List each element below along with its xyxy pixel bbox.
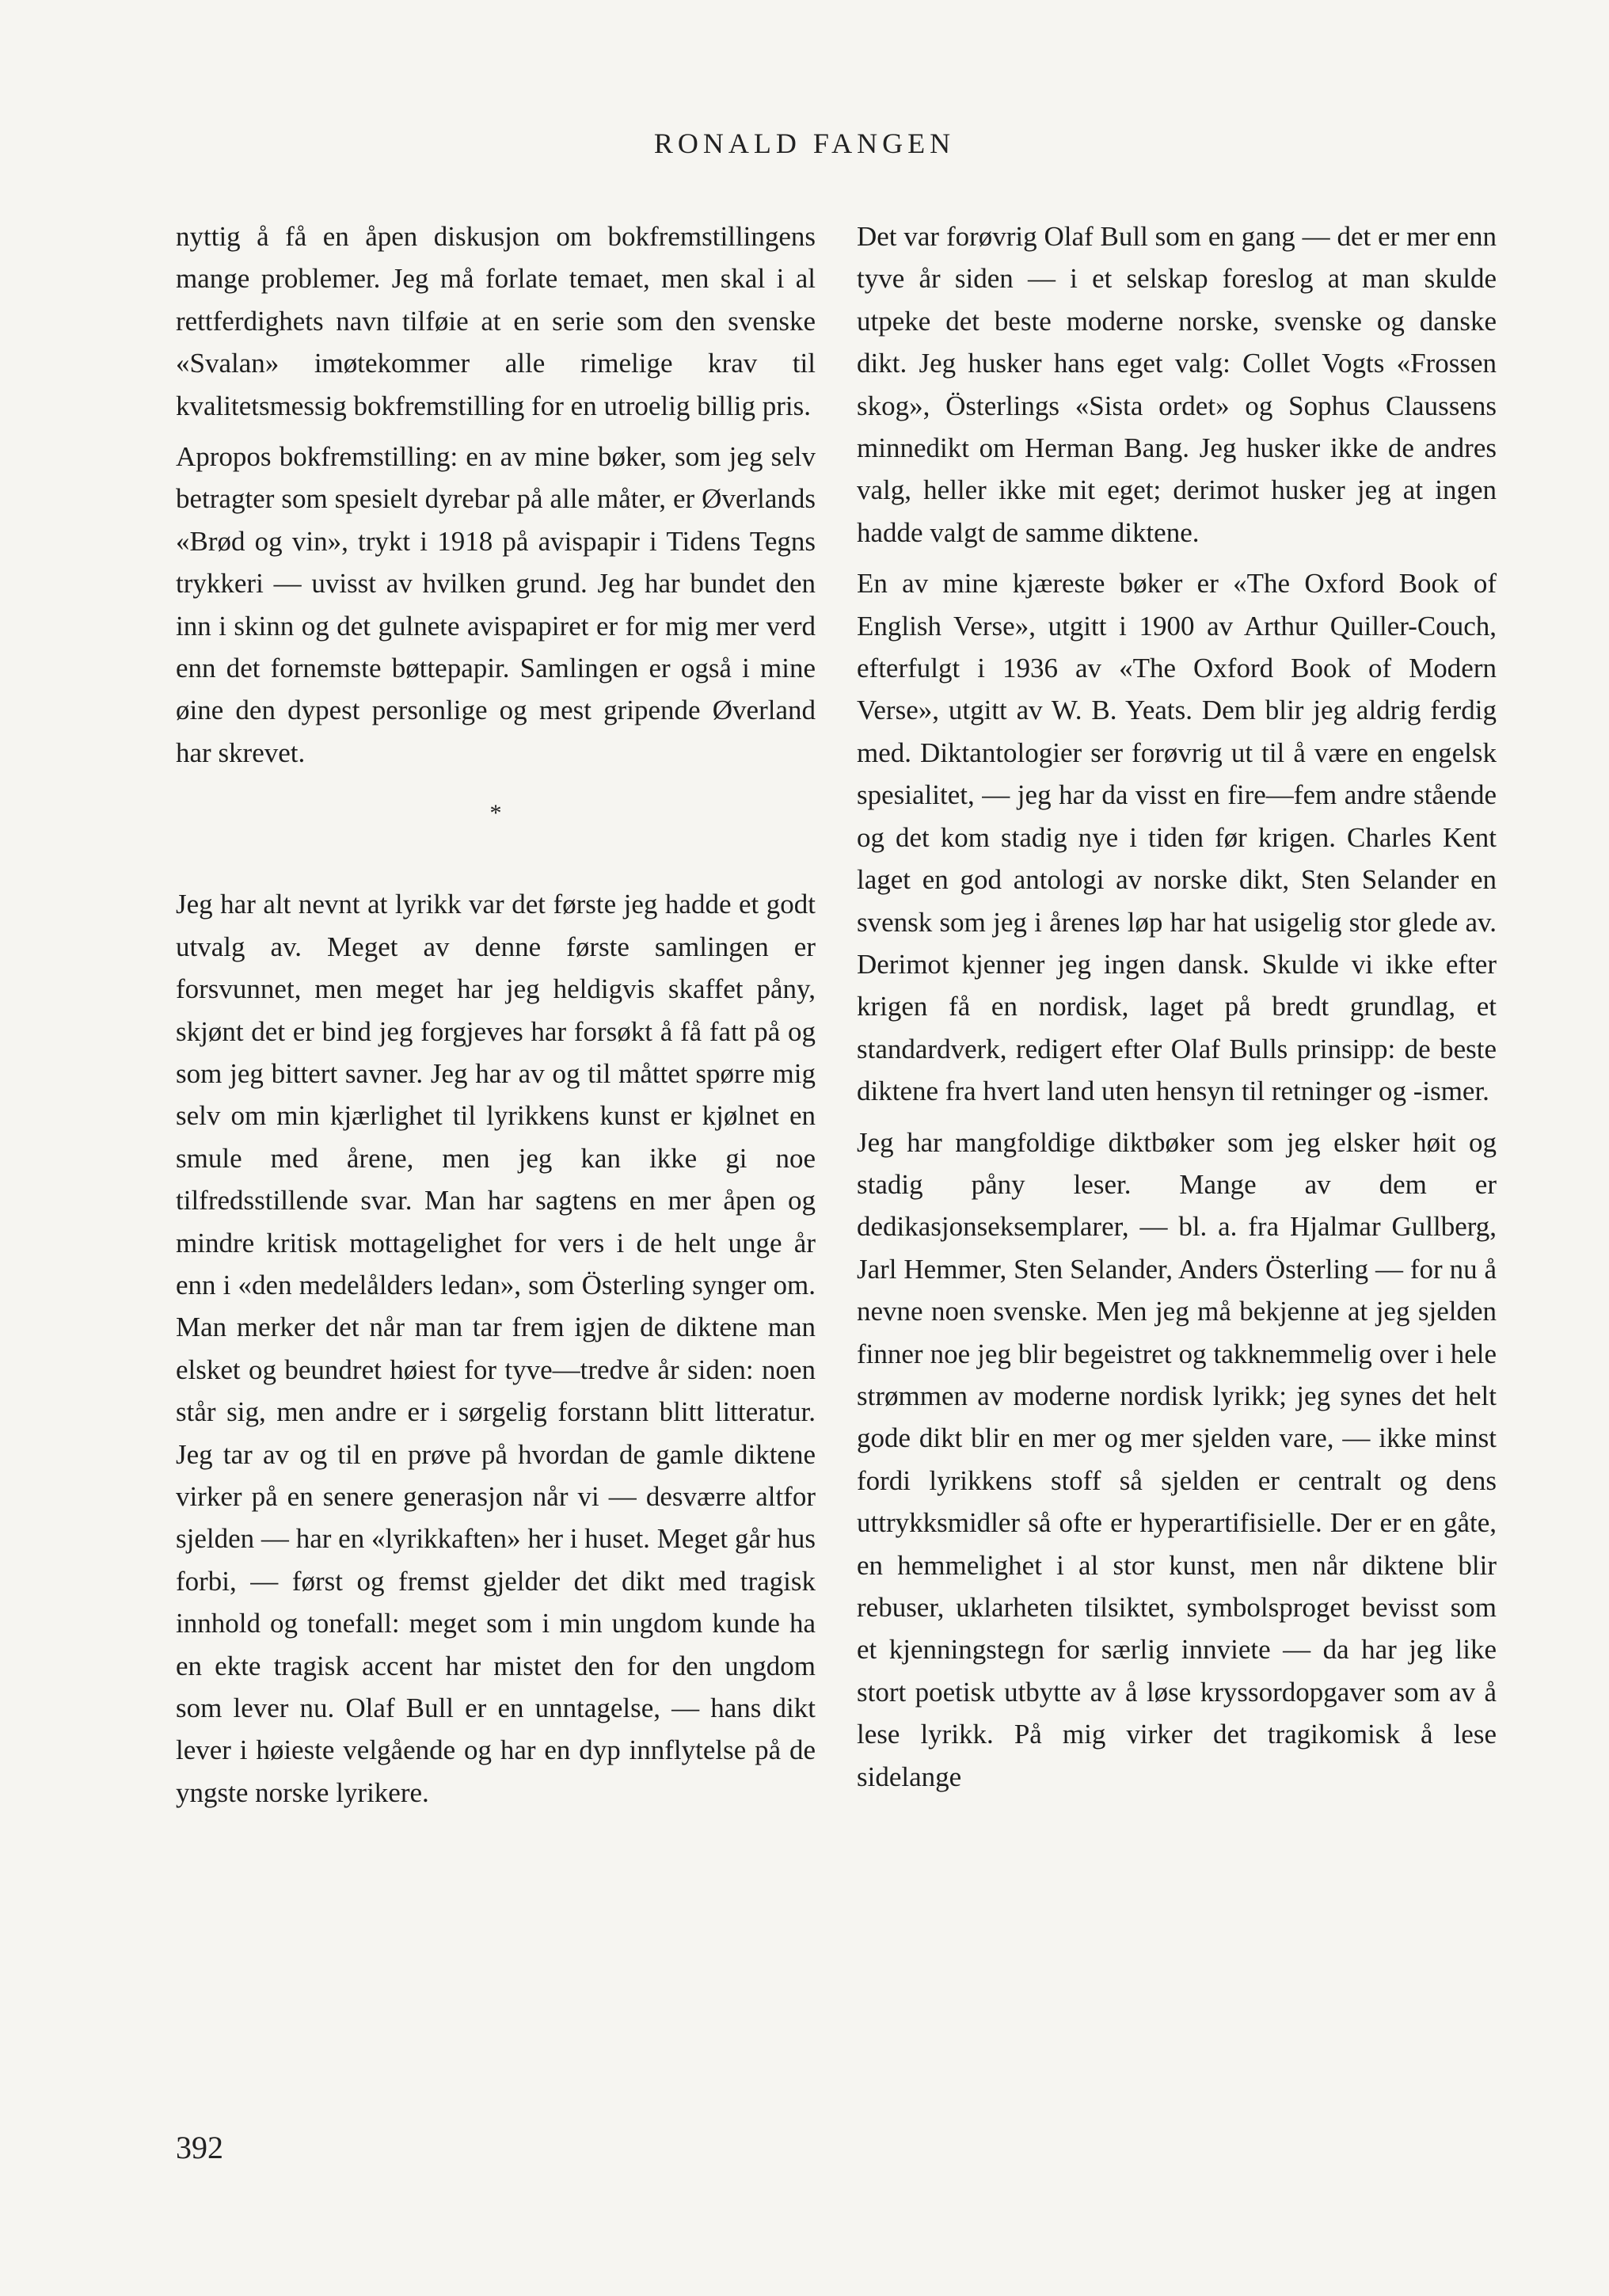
paragraph: En av mine kjæreste bøker er «The Oxford Book of English Verse», utgitt i 1900 av Arthur Quiller-Couch, efterfulgt i 1936 av «The Oxford Book of Modern Verse», utgitt av W. B. Yeats. Dem blir jeg aldrig ferdig med. Diktantologier ser forøvrig ut til å være en engelsk spesialitet, — jeg har da visst en fire—fem andre stående og det kom stadig nye i tiden før krigen. Charles Kent laget en god antologi av norske dikt, Sten Selander en svensk som jeg i årenes løp har hat usigelig stor glede av. Derimot kjenner jeg ingen dansk. Skulde vi ikke efter krigen få en nordisk, laget på bredt grundlag, et standardverk, redigert efter Olaf Bulls prinsipp: de beste diktene fra hvert land uten hensyn til retninger og -ismer. — [857, 568, 1497, 1107]
paragraph: Det var forøvrig Olaf Bull som en gang — det er mer enn tyve år siden — i et selskap foreslog at man skulde utpeke det beste moderne norske, svenske og danske dikt. Jeg husker hans eget valg: Collet Vogts «Frossen skog», Österlings «Sista ordet» og Sophus Claussens minnedikt om Herman Bang. Jeg husker ikke de andres valg, heller ikke mit eget; derimot husker jeg at ingen hadde valgt de samme diktene. — [857, 221, 1497, 548]
paragraph: Jeg har alt nevnt at lyrikk var det første jeg hadde et godt utvalg av. Meget av denne første samlingen er forsvunnet, men meget har jeg heldigvis skaffet påny, skjønt det er bind jeg forgjeves har forsøkt å få fatt på og som jeg bittert savner. Jeg har av og til måttet spørre mig selv om min kjærlighet til lyrikkens kunst er kjølnet en smule med årene, men jeg kan ikke gi noe tilfredsstillende svar. Man har sagtens en mer åpen og mindre kritisk mottagelighet for vers i de helt unge år enn i «den medelålders ledan», som Österling synger om. Man merker det når man tar frem igjen de diktene man elsket og beundret høiest for tyve—tredve år siden: noen står sig, men andre er i sørgelig forstann blitt litteratur. Jeg tar av og til en prøve på hvordan de gamle diktene virker på en senere generasjon når vi — desværre altfor sjelden — har en «lyrikkaften» her i huset. Meget går hus forbi, — først og fremst gjelder det dikt med tragisk innhold og tonefall: meget som i min ungdom kunde ha en ekte tragisk accent har mistet den for den ungdom som lever nu. Olaf Bull er en unntagelse, — hans dikt lever i høieste velgående og har en dyp innflytelse på de yngste norske lyrikere. — [176, 889, 816, 1808]
right-column — [857, 215, 1497, 1798]
left-column — [176, 215, 816, 1814]
paragraph: nyttig å få en åpen diskusjon om bokfremstillingens mange problemer. Jeg må forlate temaet, men skal i al rettferdighets navn tilføie at en serie som den svenske «Svalan» imøtekommer alle rimelige krav til kvalitetsmessig bokfremstilling for en utroelig billig pris. — [176, 221, 816, 421]
paragraph: Jeg har mangfoldige diktbøker som jeg elsker høit og stadig påny leser. Mange av dem er dedikasjonseksemplarer, — bl. a. fra Hjalmar Gullberg, Jarl Hemmer, Sten Selander, Anders Österling — for nu å nevne noen svenske. Men jeg må bekjenne at jeg sjelden finner noe jeg blir begeistret og takknemmelig over i hele strømmen av moderne nordisk lyrikk; jeg synes det helt gode dikt blir en mer og mer sjelden vare, — ikke minst fordi lyrikkens stoff så sjelden er centralt og dens uttrykksmidler så ofte er hyperartifisielle. Der er en gåte, en hemmelighet i al stor kunst, men når diktene blir rebuser, uklarheten tilsiktet, symbolsproget bevisst som et kjenningstegn for særlig innviete — da har jeg like stort poetisk utbytte av å løse kryssordopgaver som av å lese lyrikk. På mig virker det tragikomisk å lese sidelange — [857, 1126, 1497, 1792]
page-number: 392 — [176, 2130, 223, 2165]
section-separator: * — [489, 800, 502, 827]
paragraph: Apropos bokfremstilling: en av mine bøker, som jeg selv betragter som spesielt dyrebar på alle måter, er Øverlands «Brød og vin», trykt i 1918 på avispapir i Tidens Tegns trykkeri — uvisst av hvilken grund. Jeg har bundet den inn i skinn og det gulnete avispapiret er for mig mer verd enn det fornemste bøttepapir. Samlingen er også i mine øine den dypest personlige og mest gripende Øverland har skrevet. — [176, 441, 816, 768]
running-title: RONALD FANGEN — [653, 128, 956, 159]
